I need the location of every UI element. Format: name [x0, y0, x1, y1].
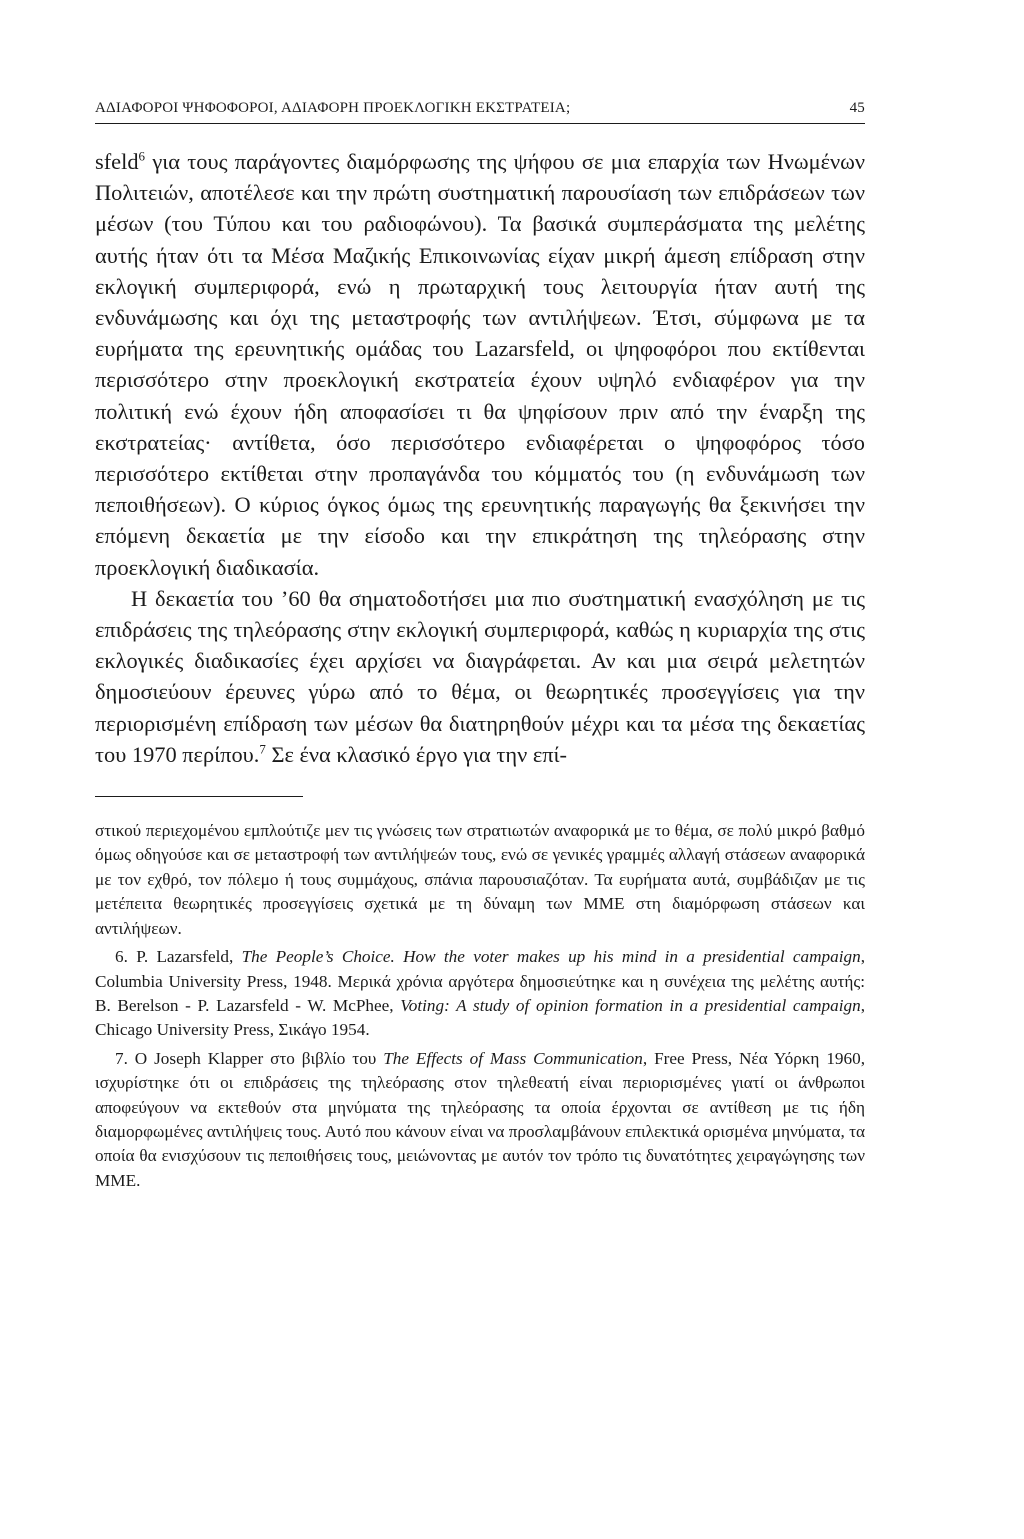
- main-text: [95, 146, 865, 770]
- footnote-ref-7: 7: [259, 741, 266, 757]
- paragraph-1: [95, 146, 865, 583]
- footnote-6-title: The People’s Choice. How the voter makes up his mind in a presidential campaign: [241, 947, 861, 967]
- paragraph-2-text: Η δεκαετία του ’60 θα σηματοδοτήσει μια πιο συστηματική ενασχόληση με τις επιδράσεις της τηλεόρασης στην εκλογική συμπεριφορά, καθώς η κυριαρχία της στις εκλογικές διαδικασίες έχει αρχίσει να διαγράφεται. Αν και μια σειρά μελετητών δημοσιεύουν έρευνες γύρω από το θέμα, οι θεωρητικές προσεγγίσεις για την περιορισμένη επίδραση των μέσων θα διατηρηθούν μέχρι και τα μέσα της δεκαετίας του 1970 περίπου.: [95, 585, 865, 767]
- footnote-continued: στικού περιεχομένου εμπλούτιζε μεν τις γνώσεις των στρατιωτών αναφορικά με το θέμα, σε πολύ μικρό βαθμό όμως οδηγούσε και σε μεταστροφή των αντιλήψεών τους, ενώ σε γενικές γραμμές αλλαγή στάσεων αναφορικά με τον εχθρό, τον πόλεμο ή τους συμμάχους, σπάνια παρουσιαζόταν. Τα ευρήματα αυτά, συμβάδιζαν με τις μετέπειτα θεωρητικές προσεγγίσεις σχετικά με τη δύναμη των ΜΜΕ στη διαμόρφωση στάσεων και αντιλήψεων.: [95, 821, 865, 938]
- footnote-6-part: , Columbia University Press, 1948. Μερικά χρόνια αργότερα δημοσιεύτηκε και η συνέχεια της μελέτης αυτής: B. Berelson - P. Lazarsfeld - W. McPhee,: [95, 947, 865, 1015]
- paragraph-1-lead: sfeld: [95, 149, 139, 174]
- footnotes: [95, 819, 865, 1193]
- footnote-ref-6: 6: [138, 148, 146, 164]
- footnote-6-title: Voting: A study of opinion formation in a presidential campaign: [400, 995, 861, 1015]
- paragraph-1-text: για τους παράγοντες διαμόρφωσης της ψήφου σε μια επαρχία των Ηνωμένων Πολιτειών, αποτέλεσε και την πρώτη συστηματική παρουσίαση των επιδράσεων των μέσων (του Τύπου και του ραδιοφώνου). Τα βασικά συμπεράσματα της μελέτης αυτής ήταν ότι τα Μέσα Μαζικής Επικοινωνίας είχαν μικρή άμεση επίδραση στην εκλογική συμπεριφορά, ενώ η πρωταρχική τους λειτουργία ήταν αυτή της ενδυνάμωσης και όχι της μεταστροφής των αντιλήψεων. Έτσι, σύμφωνα με τα ευρήματα της ερευνητικής ομάδας του Lazarsfeld, οι ψηφοφόροι που εκτίθενται περισσότερο στην προεκλογική εκστρατεία έχουν υψηλό ενδιαφέρον για την πολιτική ενώ έχουν ήδη αποφασίσει τι θα ψηφίσουν πριν από την έναρξη της εκστρατείας· αντίθετα, όσο περισσότερο ενδιαφέρεται ο ψηφοφόρος τόσο περισσότερο εκτίθεται στην προπαγάνδα του κόμματός του (η ενδυνάμωση των πεποιθήσεων). Ο κύριος όγκος όμως της ερευνητικής παραγωγής θα ξεκινήσει την επόμενη δεκαετία με την είσοδο και την επικράτηση της τηλεόρασης στην προεκλογική διαδικασία.: [95, 149, 865, 580]
- footnote-6-part: , Chicago University Press, Σικάγο 1954.: [95, 995, 865, 1040]
- book-page: [95, 100, 865, 1193]
- footnote-6: [95, 945, 865, 1043]
- paragraph-2: [95, 583, 865, 770]
- paragraph-2-tail: Σε ένα κλασικό έργο για την επί-: [265, 741, 568, 767]
- running-title: ΑΔΙΑΦΟΡΟΙ ΨΗΦΟΦΟΡΟΙ, ΑΔΙΑΦΟΡΗ ΠΡΟΕΚΛΟΓΙΚΗ ΕΚΣΤΡΑΤΕΙΑ;: [95, 100, 571, 116]
- footnote-7-part: 7. Ο Joseph Klapper στο βιβλίο του: [115, 1048, 384, 1068]
- footnote-6-part: 6. P. Lazarsfeld,: [115, 947, 242, 967]
- page-number: 45: [849, 100, 865, 116]
- footnote-separator: [95, 796, 303, 797]
- footnote-7-title: The Effects of Mass Communication: [383, 1048, 643, 1068]
- running-header: [95, 100, 865, 124]
- footnote-7: [95, 1047, 865, 1193]
- footnote-7-part: , Free Press, Νέα Υόρκη 1960, ισχυρίστηκε ότι οι επιδράσεις της τηλεόρασης στον τηλεθεατή είναι περιορισμένες γιατί οι άνθρωποι αποφεύγουν να εκτεθούν στα μηνύματα της τηλεόρασης τα οποία έρχονται σε αντίθεση με τις ήδη διαμορφωμένες αντιλήψεις τους. Αυτό που κάνουν είναι να προσλαμβάνουν επιλεκτικά ορισμένα μηνύματα, τα οποία θα ενισχύσουν τις πεποιθήσεις τους, μειώνοντας με αυτόν τον τρόπο τις δυνατότητες χειραγώγησης των ΜΜΕ.: [95, 1048, 866, 1190]
